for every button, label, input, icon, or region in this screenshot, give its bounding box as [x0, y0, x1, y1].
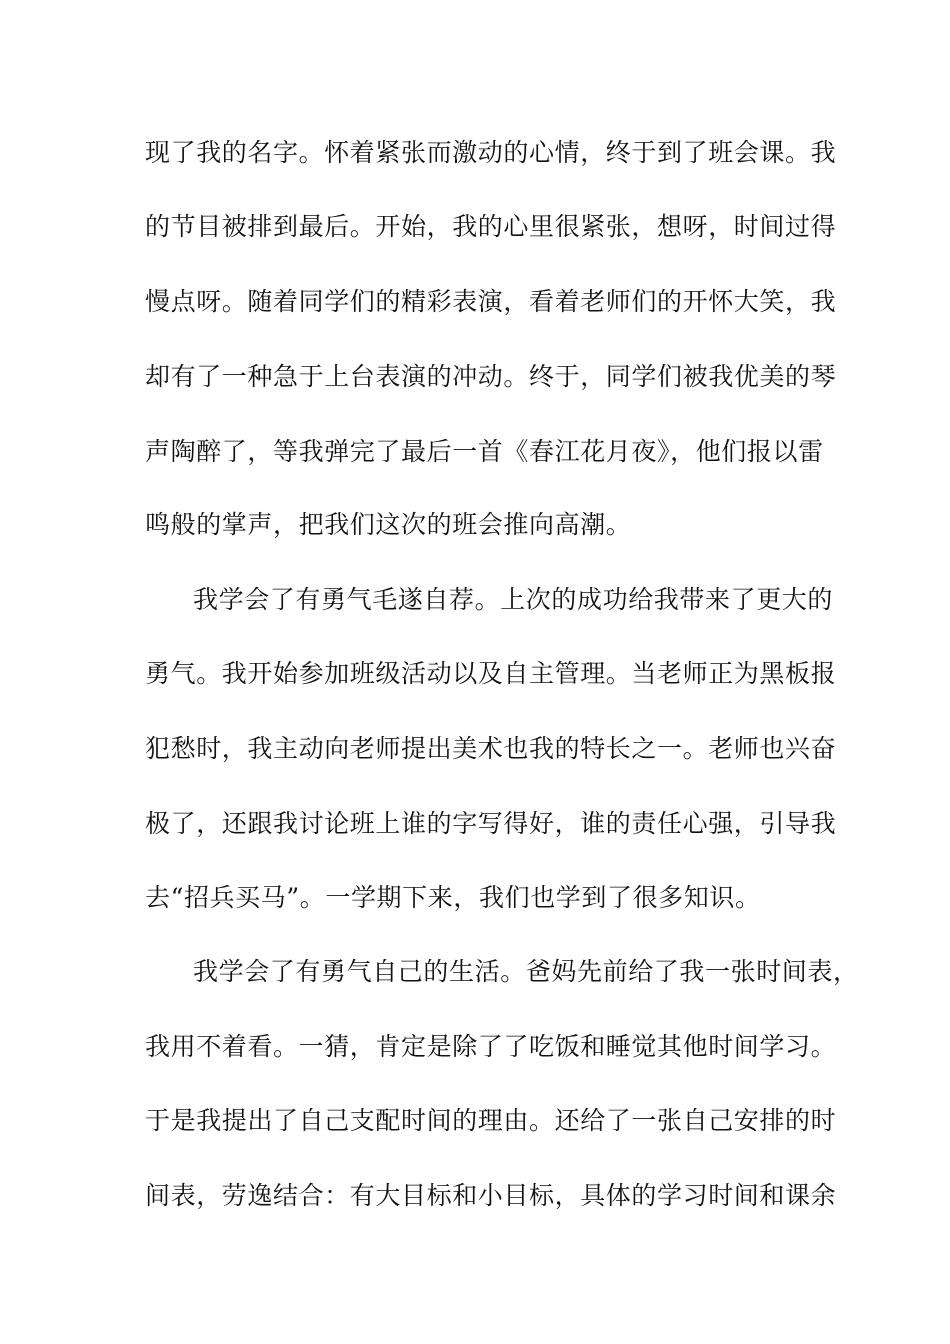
text-line: 犯愁时，我主动向老师提出美术也我的特长之一。老师也兴奋	[145, 734, 837, 763]
text-line: 却有了一种急于上台表演的冲动。终于，同学们被我优美的琴	[145, 362, 837, 391]
text-line: 勇气。我开始参加班级活动以及自主管理。当老师正为黑板报	[145, 659, 837, 688]
text-line: 鸣般的掌声，把我们这次的班会推向高潮。	[145, 510, 632, 539]
paragraph-first-line: 我学会了有勇气自己的生活。爸妈先前给了我一张时间表，	[193, 957, 859, 986]
text-line: 声陶醉了，等我弹完了最后一首《春江花月夜》，他们报以雷	[145, 437, 824, 466]
paragraph-first-line: 我学会了有勇气毛遂自荐。上次的成功给我带来了更大的	[193, 585, 834, 614]
text-line: 极了，还跟我讨论班上谁的字写得好，谁的责任心强，引导我	[145, 809, 837, 838]
text-line: 现了我的名字。怀着紧张而激动的心情，终于到了班会课。我	[145, 138, 837, 167]
text-line: 于是我提出了自己支配时间的理由。还给了一张自己安排的时	[145, 1106, 837, 1135]
text-line: 我用不着看。一猜，肯定是除了了吃饭和睡觉其他时间学习。	[145, 1032, 837, 1061]
text-line: 间表，劳逸结合：有大目标和小目标，具体的学习时间和课余	[145, 1181, 837, 1210]
text-line: 慢点呀。随着同学们的精彩表演，看着老师们的开怀大笑，我	[145, 287, 837, 316]
text-line: 的节目被排到最后。开始，我的心里很紧张，想呀，时间过得	[145, 212, 837, 241]
text-line: 去“招兵买马”。一学期下来，我们也学到了很多知识。	[145, 883, 761, 912]
